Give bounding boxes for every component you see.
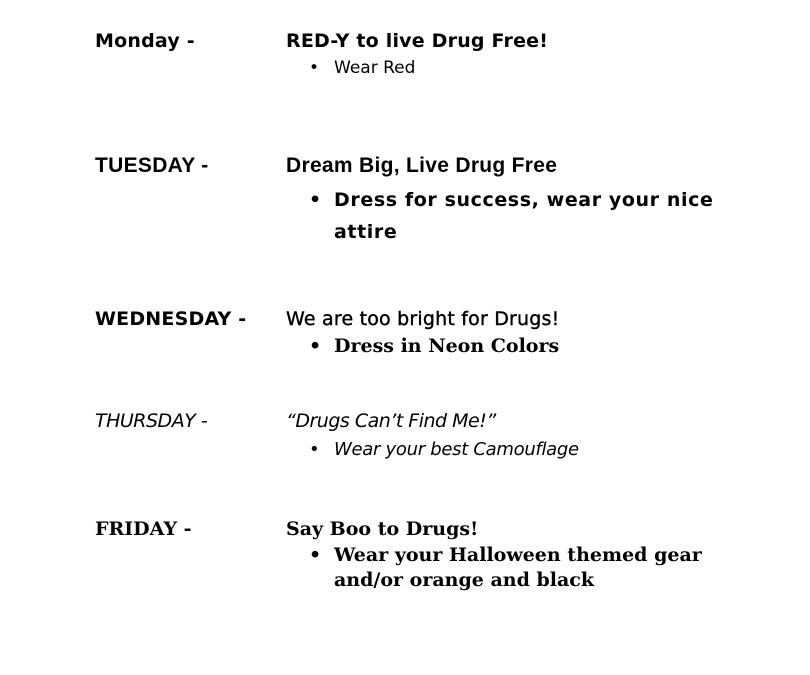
item-text: and/or orange and black — [334, 569, 595, 591]
item-list-friday — [286, 543, 702, 593]
theme-title-tuesday: Dream Big, Live Drug Free — [286, 154, 558, 177]
theme-title-monday: RED-Y to live Drug Free! — [286, 30, 549, 52]
bullet-icon: • — [309, 335, 322, 357]
item-text: Dress for success, wear your nice — [334, 189, 714, 211]
list-item — [286, 58, 415, 78]
day-label-friday: FRIDAY - — [95, 518, 192, 540]
theme-title-wednesday: We are too bright for Drugs! — [286, 308, 560, 330]
day-label-wednesday: WEDNESDAY - — [95, 308, 247, 330]
item-list-monday — [286, 58, 415, 78]
bullet-icon: • — [309, 189, 322, 211]
item-text: Dress in Neon Colors — [334, 335, 560, 357]
bullet-icon: • — [309, 439, 320, 460]
list-item — [286, 439, 579, 460]
item-list-wednesday — [286, 335, 559, 357]
bullet-icon: • — [309, 544, 322, 566]
list-item — [286, 184, 713, 216]
item-list-thursday — [286, 439, 579, 460]
day-label-tuesday: TUESDAY - — [95, 154, 209, 177]
day-label-thursday: THURSDAY - — [95, 410, 208, 432]
list-item — [286, 543, 702, 568]
list-item-continuation — [286, 216, 713, 248]
bullet-icon: • — [309, 58, 320, 78]
item-text: Wear your Halloween themed gear — [334, 544, 702, 566]
item-list-tuesday — [286, 184, 713, 248]
theme-title-friday: Say Boo to Drugs! — [286, 518, 479, 540]
item-text: Wear your best Camouflage — [334, 439, 579, 460]
theme-title-thursday: “Drugs Can’t Find Me!” — [286, 410, 496, 432]
day-label-monday: Monday - — [95, 30, 195, 52]
item-text: attire — [334, 221, 398, 243]
list-item — [286, 335, 559, 357]
item-text: Wear Red — [334, 58, 416, 78]
list-item-continuation — [286, 568, 702, 593]
